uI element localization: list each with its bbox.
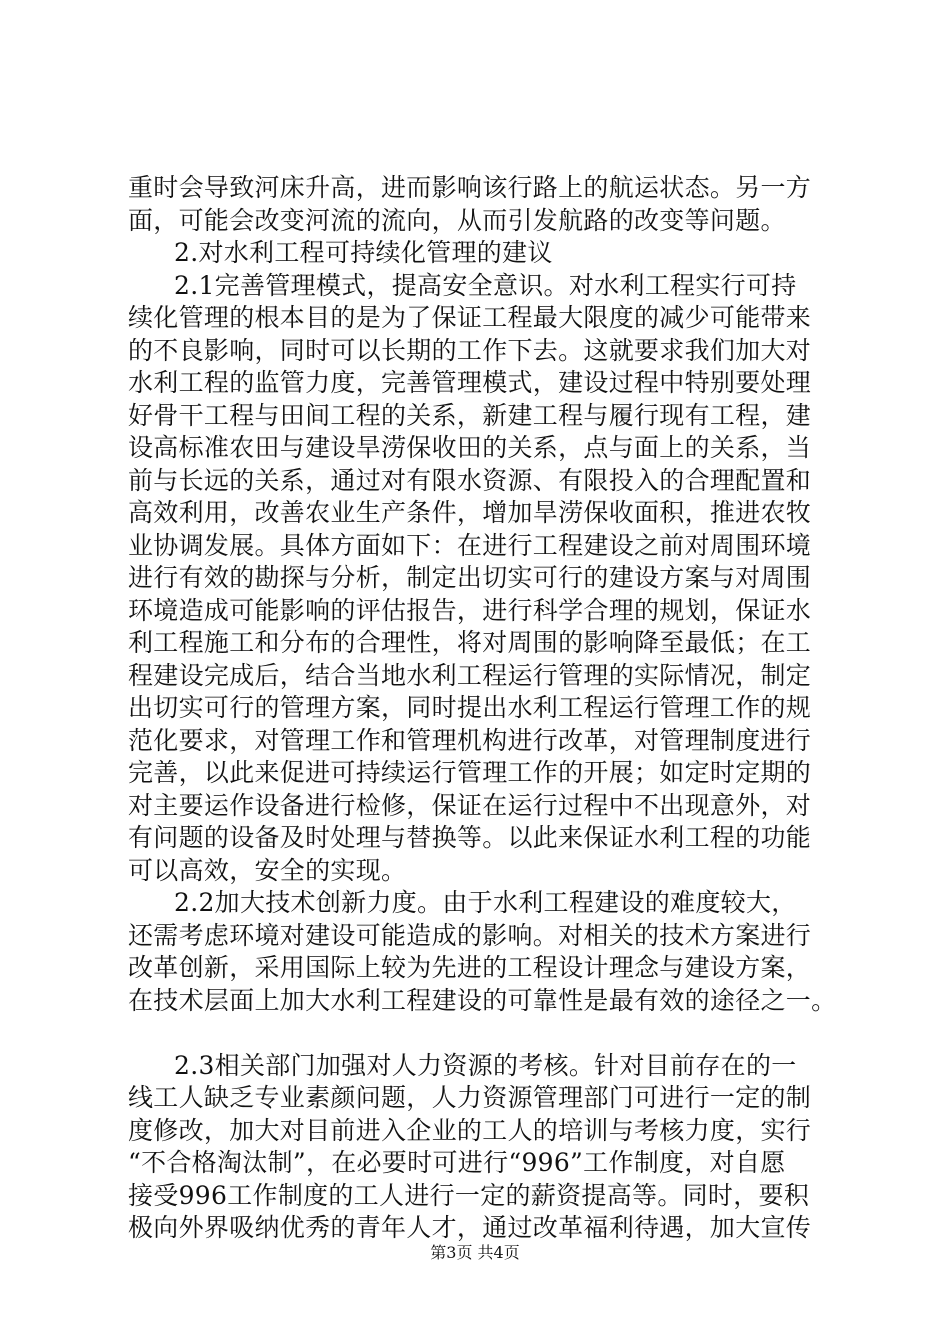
text-line: 2.1完善管理模式，提高安全意识。对水利工程实行可持 — [174, 270, 797, 300]
text-line: 改革创新，采用国际上较为先进的工程设计理念与建设方案， — [128, 953, 812, 982]
text-line: 有问题的设备及时处理与替换等。以此来保证水利工程的功能 — [128, 823, 812, 852]
text-line: 2.2加大技术创新力度。由于水利工程建设的难度较大， — [174, 888, 797, 917]
text-line: 程建设完成后，结合当地水利工程运行管理的实际情况，制定 — [128, 660, 812, 690]
text-line: “不合格淘汰制”，在必要时可进行“996”工作制度，对自愿 — [128, 1148, 786, 1177]
text-line: 续化管理的根本目的是为了保证工程最大限度的减少可能带来 — [128, 303, 812, 332]
text-line: 高效利用，改善农业生产条件，增加旱涝保收面积，推进农牧 — [128, 498, 812, 527]
text-line: 在技术层面上加大水利工程建设的可靠性是最有效的途径之一。 — [128, 985, 837, 1015]
page-number-footer: 第3页 共4页 — [430, 1243, 520, 1262]
text-line: 对主要运作设备进行检修，保证在运行过程中不出现意外，对 — [128, 790, 812, 820]
text-line: 范化要求，对管理工作和管理机构进行改革，对管理制度进行 — [128, 725, 812, 755]
text-line: 设高标准农田与建设旱涝保收田的关系，点与面上的关系，当 — [128, 433, 812, 462]
text-line: 重时会导致河床升高，进而影响该行路上的航运状态。另一方 — [128, 173, 812, 202]
text-line: 水利工程的监管力度，完善管理模式，建设过程中特别要处理 — [128, 368, 812, 397]
text-line: 接受996工作制度的工人进行一定的薪资提高等。同时，要积 — [128, 1180, 810, 1210]
text-line: 前与长远的关系，通过对有限水资源、有限投入的合理配置和 — [128, 465, 812, 495]
text-line: 还需考虑环境对建设可能造成的影响。对相关的技术方案进行 — [128, 920, 812, 950]
text-line: 环境造成可能影响的评估报告，进行科学合理的规划，保证水 — [128, 595, 812, 625]
text-line: 面，可能会改变河流的流向，从而引发航路的改变等问题。 — [128, 205, 786, 235]
text-line: 2.3相关部门加强对人力资源的考核。针对目前存在的一 — [174, 1050, 797, 1080]
text-line: 好骨干工程与田间工程的关系，新建工程与履行现有工程，建 — [128, 400, 812, 430]
text-line: 利工程施工和分布的合理性，将对周围的影响降至最低；在工 — [128, 628, 812, 657]
text-line: 的不良影响，同时可以长期的工作下去。这就要求我们加大对 — [128, 335, 812, 365]
text-line: 可以高效，安全的实现。 — [128, 855, 407, 885]
text-line: 极向外界吸纳优秀的青年人才，通过改革福利待遇，加大宣传 — [128, 1213, 812, 1242]
blank-line — [128, 1017, 828, 1050]
text-line: 出切实可行的管理方案，同时提出水利工程运行管理工作的规 — [128, 693, 812, 722]
text-line: 进行有效的勘探与分析，制定出切实可行的建设方案与对周围 — [128, 563, 812, 592]
text-line: 业协调发展。具体方面如下：在进行工程建设之前对周围环境 — [128, 530, 812, 560]
text-line: 度修改，加大对目前进入企业的工人的培训与考核力度，实行 — [128, 1115, 812, 1145]
text-line: 2.对水利工程可持续化管理的建议 — [174, 238, 553, 267]
text-line: 线工人缺乏专业素颜问题，人力资源管理部门可进行一定的制 — [128, 1083, 812, 1112]
text-line: 完善，以此来促进可持续运行管理工作的开展；如定时定期的 — [128, 758, 812, 787]
body-text — [128, 172, 837, 1245]
